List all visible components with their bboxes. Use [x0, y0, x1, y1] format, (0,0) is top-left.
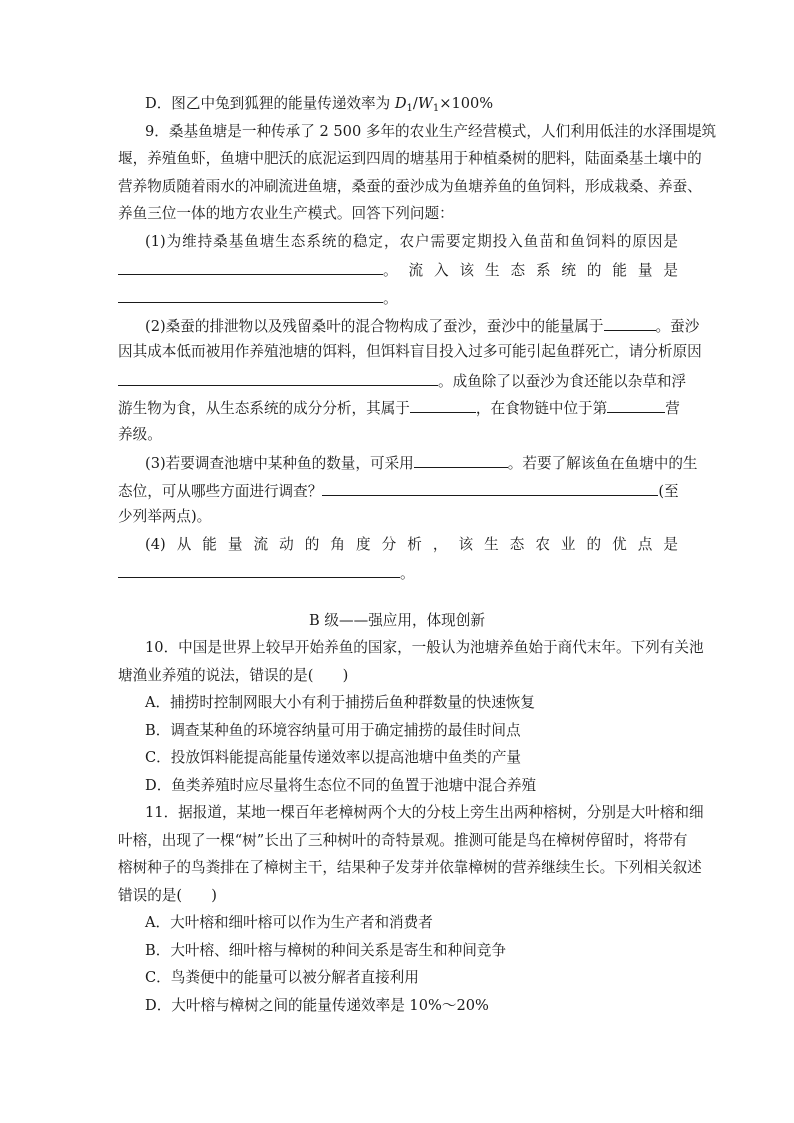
answer-blank[interactable] — [322, 481, 658, 496]
q9-stem-line-2: 堰，养殖鱼虾，鱼塘中肥沃的底泥运到四周的塘基用于种植桑树的肥料，陆面桑基土壤中的 — [118, 150, 702, 167]
q9-stem-line-4: 养鱼三位一体的地方农业生产模式。回答下列问题： — [118, 205, 454, 222]
answer-blank[interactable] — [118, 260, 383, 275]
q11-stem-line-1: 11．据报道，某地一棵百年老樟树两个大的分枝上旁生出两种榕树，分别是大叶榕和细 — [145, 804, 704, 821]
var-d: D — [394, 95, 407, 112]
q11-option-c[interactable]: C．鸟粪便中的能量可以被分解者直接利用 — [145, 969, 419, 986]
answer-blank[interactable] — [604, 316, 656, 331]
q9-part1-line-2 — [118, 260, 678, 280]
q9-part3-text-b: 。若要了解该鱼在鱼塘中的生 — [507, 455, 698, 472]
q9-part3-text-d: (至 — [658, 483, 679, 500]
q11-option-d[interactable]: D．大叶榕与樟树之间的能量传递效率是 10%～20% — [145, 997, 489, 1014]
q9-part2-line-5: 养级。 — [118, 426, 162, 443]
q8-option-d-prefix: D．图乙中兔到狐狸的能量传递效率为 — [145, 95, 395, 112]
q9-stem-line-1: 9．桑基鱼塘是一种传承了 2 500 多年的农业生产经营模式，人们利用低洼的水泽围堤筑 — [145, 123, 717, 140]
period: 。 — [400, 565, 415, 582]
sub-1b: 1 — [432, 103, 440, 114]
q8-option-d — [145, 95, 678, 113]
section-b-title: B 级——强应用，体现创新 — [309, 612, 485, 629]
q9-part4-line-1: (4)从能量流动的角度分析，该生态农业的优点是 — [145, 536, 678, 553]
q9-part2-text-e: ，在食物链中位于第 — [475, 400, 608, 417]
q9-part2-line-4 — [118, 398, 678, 418]
q11-stem-line-3: 榕树种子的鸟粪排在了樟树主干，结果种子发芽并依靠樟树的营养继续生长。下列相关叙述 — [118, 859, 702, 876]
q10-option-c[interactable]: C．投放饵料能提高能量传递效率以提高池塘中鱼类的产量 — [145, 749, 522, 766]
q9-part3-line-3: 少列举两点)。 — [118, 508, 212, 525]
q11-option-a[interactable]: A．大叶榕和细叶榕可以作为生产者和消费者 — [145, 914, 433, 931]
q9-part3-line-2 — [118, 481, 678, 501]
answer-blank[interactable] — [414, 453, 508, 468]
sub-1: 1 — [406, 103, 413, 114]
q9-part2-text-d: 游生物为食，从生态系统的成分分析，其属于 — [118, 400, 410, 417]
answer-blank[interactable] — [410, 398, 476, 413]
q9-part2-text-f: 营 — [665, 400, 680, 417]
q9-part2-text-c: 。成鱼除了以蚕沙为食还能以杂草和浮 — [438, 373, 687, 390]
q9-part1-line-3 — [118, 288, 678, 308]
q11-stem-line-4: 错误的是( ) — [118, 887, 217, 904]
slash: / — [412, 95, 418, 112]
q9-part2-line-2: 因其成本低而被用作养殖池塘的饵料，但饵料盲目投入过多可能引起鱼群死亡，请分析原因 — [118, 343, 702, 360]
q10-stem-line-1: 10．中国是世界上较早开始养鱼的国家，一般认为池塘养鱼始于商代末年。下列有关池 — [145, 639, 704, 656]
var-w: W — [417, 95, 433, 112]
q10-option-d[interactable]: D．鱼类养殖时应尽量将生态位不同的鱼置于池塘中混合养殖 — [145, 777, 537, 794]
q9-part1-line-1: (1)为维持桑基鱼塘生态系统的稳定，农户需要定期投入鱼苗和鱼饲料的原因是 — [145, 233, 678, 250]
answer-blank[interactable] — [118, 371, 438, 386]
answer-blank[interactable] — [118, 563, 400, 578]
q9-part2-text-b: 。蚕沙 — [655, 318, 700, 335]
q10-option-a[interactable]: A．捕捞时控制网眼大小有利于捕捞后鱼种群数量的快速恢复 — [145, 694, 535, 711]
q9-part3-line-1 — [145, 453, 698, 473]
period: 。 — [383, 290, 398, 307]
q9-part2-line-1 — [145, 316, 700, 336]
q9-part3-text-a: (3)若要调查池塘中某种鱼的数量，可采用 — [145, 455, 414, 472]
q10-option-b[interactable]: B．调查某种鱼的环境容纳量可用于确定捕捞的最佳时间点 — [145, 722, 521, 739]
q11-option-b[interactable]: B．大叶榕、细叶榕与樟树的种间关系是寄生和种间竞争 — [145, 942, 506, 959]
answer-blank[interactable] — [607, 398, 665, 413]
q9-stem-line-3: 营养物质随着雨水的冲刷流进鱼塘，桑蚕的蚕沙成为鱼塘养鱼的鱼饲料，形成栽桑、养蚕、 — [118, 178, 702, 195]
q9-part4-line-2 — [118, 563, 678, 583]
q9-part2-text-a: (2)桑蚕的排泄物以及残留桑叶的混合物构成了蚕沙，蚕沙中的能量属于 — [145, 318, 604, 335]
answer-blank[interactable] — [118, 288, 383, 303]
q8-option-d-suffix: ×100% — [439, 95, 494, 112]
q9-part3-text-c: 态位，可从哪些方面进行调查？ — [118, 483, 323, 500]
q10-stem-line-2: 塘渔业养殖的说法，错误的是( ) — [118, 667, 349, 684]
q11-stem-line-2: 叶榕，出现了一棵“树”长出了三种树叶的奇特景观。推测可能是鸟在樟树停留时，将带有 — [118, 832, 688, 849]
q9-part2-line-3 — [118, 371, 687, 391]
q9-part1-energy-prompt: 。流入该生态系统的能量是 — [383, 262, 678, 279]
